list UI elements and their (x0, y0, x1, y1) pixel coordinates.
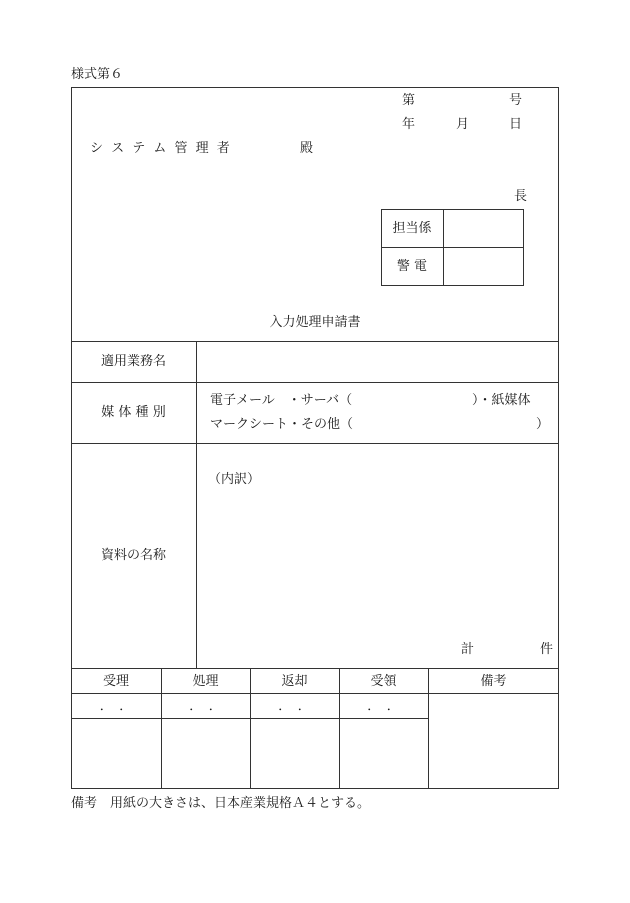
date-mark-received: ． ． (99, 699, 133, 714)
media-type-label: 媒 体 種 別 (101, 405, 166, 420)
media-option-line2-tail: ） (536, 417, 550, 432)
date-year: 年 (402, 117, 416, 132)
form-title: 入力処理申請書 (269, 315, 361, 330)
media-option-line2: マークシート・その他（ (210, 417, 354, 432)
material-name-label: 資料の名称 (100, 548, 166, 563)
header-remarks: 備考 (480, 674, 507, 689)
header-received: 受理 (102, 674, 129, 689)
paper-size-note: 備考 用紙の大きさは、日本産業規格Ａ４とする。 (71, 796, 371, 811)
police-phone-label: 警 電 (396, 259, 428, 274)
date-day: 日 (509, 117, 523, 132)
number-suffix: 号 (509, 93, 523, 108)
total-label: 計 (461, 642, 475, 657)
breakdown-label: （内訳） (208, 472, 261, 487)
honorific: 殿 (300, 141, 314, 156)
form-number: 様式第６ (71, 67, 124, 82)
media-option-line1-tail: ）・紙媒体 (472, 393, 531, 408)
total-unit: 件 (540, 642, 554, 657)
chief-label: 長 (514, 189, 528, 204)
person-in-charge-label: 担当係 (392, 221, 432, 236)
media-option-line1: 電子メール ・サーバ（ (210, 393, 353, 408)
date-mark-returned: ． ． (278, 699, 311, 714)
date-mark-processed: ． ． (189, 699, 222, 714)
date-month: 月 (456, 117, 470, 132)
header-processed: 処理 (192, 674, 219, 689)
header-returned: 返却 (281, 674, 308, 689)
date-mark-accepted: ． ． (367, 699, 400, 714)
business-name-label: 適用業務名 (100, 354, 166, 369)
number-prefix: 第 (402, 93, 416, 108)
header-accepted: 受領 (370, 674, 397, 689)
addressee: シ ス テ ム 管 理 者 (90, 141, 232, 156)
